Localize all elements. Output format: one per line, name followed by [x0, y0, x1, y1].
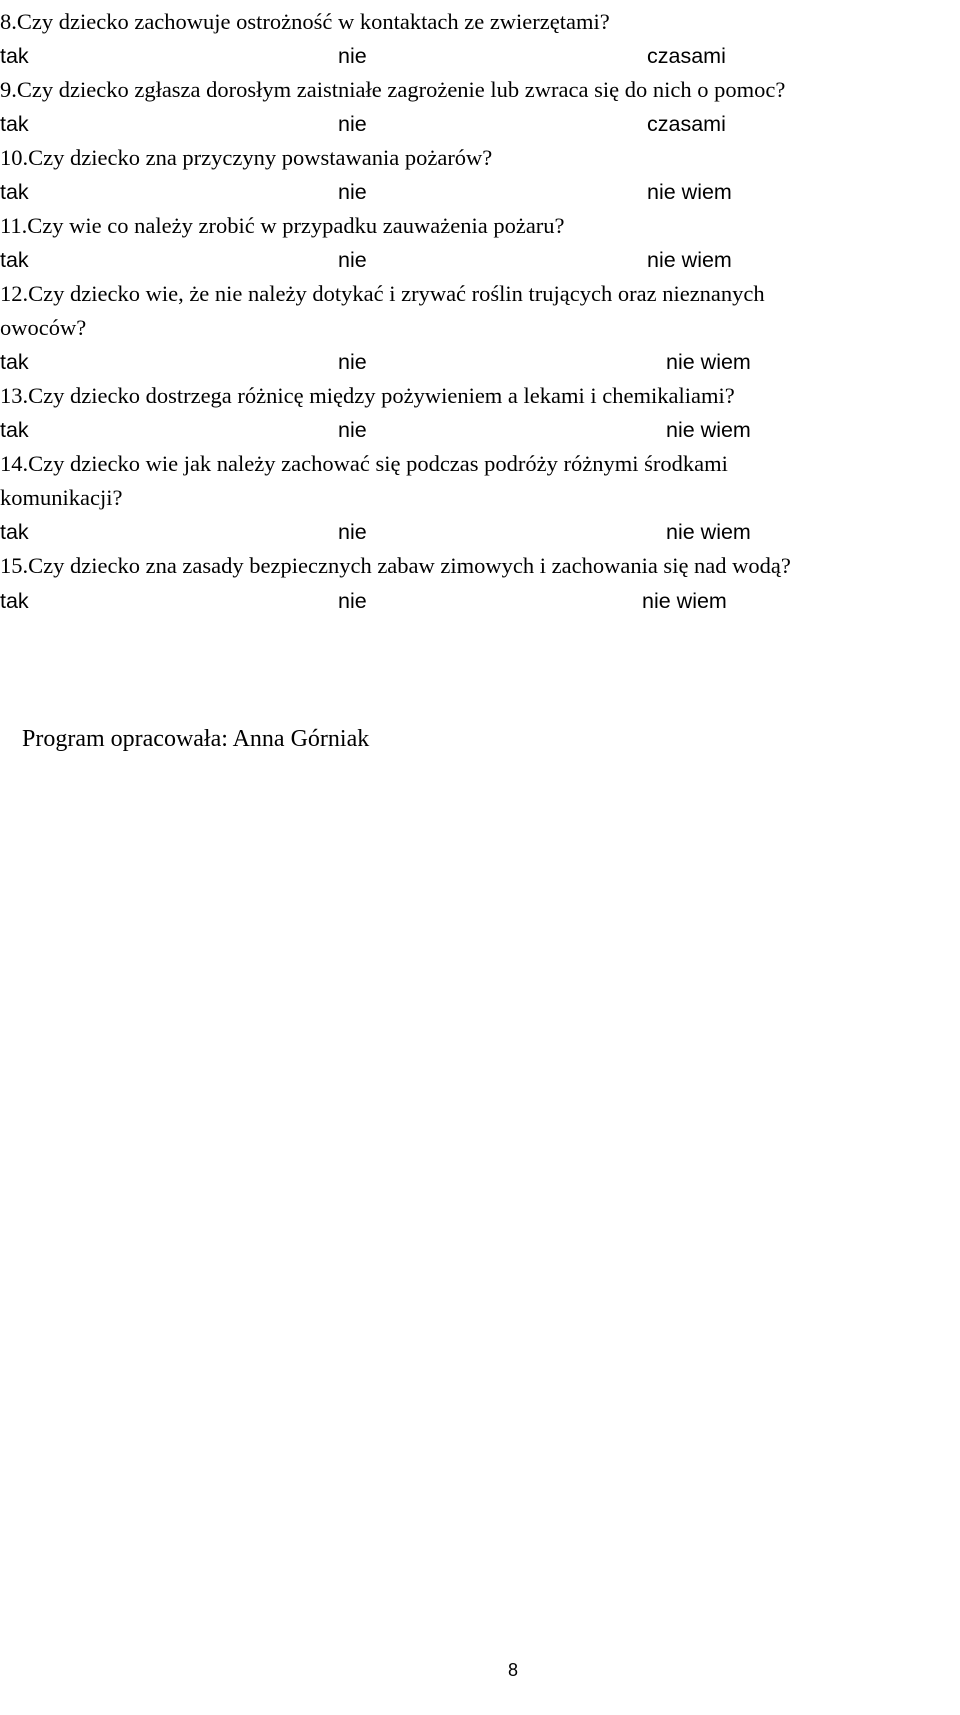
answer-nie-wiem: nie wiem	[647, 248, 732, 272]
answer-nie: nie	[338, 589, 367, 613]
question-15	[0, 549, 791, 583]
answer-nie-wiem: nie wiem	[647, 180, 732, 204]
question-14	[0, 447, 728, 481]
answer-options-14	[0, 515, 960, 549]
answer-tak: tak	[0, 180, 29, 204]
answer-options-10	[0, 175, 960, 209]
answer-options-11	[0, 243, 960, 277]
question-11	[0, 209, 565, 243]
answer-options-13	[0, 413, 960, 447]
question-number: 10.	[0, 145, 29, 170]
question-10	[0, 141, 492, 175]
question-text: Czy dziecko wie jak należy zachować się podczas podróży różnymi środkami	[28, 451, 728, 476]
answer-tak: tak	[0, 589, 29, 613]
answer-nie-wiem: nie wiem	[666, 418, 751, 442]
answer-nie: nie	[338, 350, 367, 374]
question-text: Czy wie co należy zrobić w przypadku zauważenia pożaru?	[27, 213, 565, 238]
question-number: 14.	[0, 451, 29, 476]
question-12	[0, 277, 765, 311]
answer-nie: nie	[338, 418, 367, 442]
question-number: 8.	[0, 9, 17, 34]
answer-tak: tak	[0, 112, 29, 136]
answer-nie-wiem: nie wiem	[666, 520, 751, 544]
answer-tak: tak	[0, 418, 29, 442]
answer-czasami: czasami	[647, 112, 726, 136]
answer-tak: tak	[0, 520, 29, 544]
answer-nie-wiem: nie wiem	[666, 350, 751, 374]
question-number: 9.	[0, 77, 17, 102]
answer-options-12	[0, 345, 960, 379]
answer-nie: nie	[338, 520, 367, 544]
question-9	[0, 73, 785, 107]
question-number: 15.	[0, 553, 29, 578]
answer-tak: tak	[0, 350, 29, 374]
question-text: Czy dziecko wie, że nie należy dotykać i zrywać roślin trujących oraz nieznanych	[28, 281, 765, 306]
author-credit: Program opracowała: Anna Górniak	[22, 726, 370, 752]
answer-options-9	[0, 107, 960, 141]
answer-nie-wiem: nie wiem	[642, 589, 727, 613]
page-number: 8	[508, 1660, 519, 1680]
answer-nie: nie	[338, 180, 367, 204]
question-text: Czy dziecko dostrzega różnicę między pożywieniem a lekami i chemikaliami?	[28, 383, 735, 408]
question-12-continuation	[0, 311, 86, 345]
question-14-continuation	[0, 481, 122, 515]
question-8	[0, 5, 610, 39]
answer-nie: nie	[338, 112, 367, 136]
question-text: Czy dziecko zna zasady bezpiecznych zabaw zimowych i zachowania się nad wodą?	[28, 553, 791, 578]
answer-options-15	[0, 584, 960, 618]
answer-tak: tak	[0, 248, 29, 272]
question-text: owoców?	[0, 315, 87, 340]
question-number: 13.	[0, 383, 29, 408]
question-text: komunikacji?	[0, 485, 123, 510]
answer-options-8	[0, 39, 960, 73]
answer-nie: nie	[338, 248, 367, 272]
question-text: Czy dziecko zgłasza dorosłym zaistniałe zagrożenie lub zwraca się do nich o pomoc?	[16, 77, 786, 102]
question-text: Czy dziecko zachowuje ostrożność w kontaktach ze zwierzętami?	[16, 9, 610, 34]
question-text: Czy dziecko zna przyczyny powstawania pożarów?	[28, 145, 493, 170]
answer-tak: tak	[0, 44, 29, 68]
answer-czasami: czasami	[647, 44, 726, 68]
question-number: 12.	[0, 281, 29, 306]
answer-nie: nie	[338, 44, 367, 68]
question-13	[0, 379, 735, 413]
question-number: 11.	[0, 213, 28, 238]
